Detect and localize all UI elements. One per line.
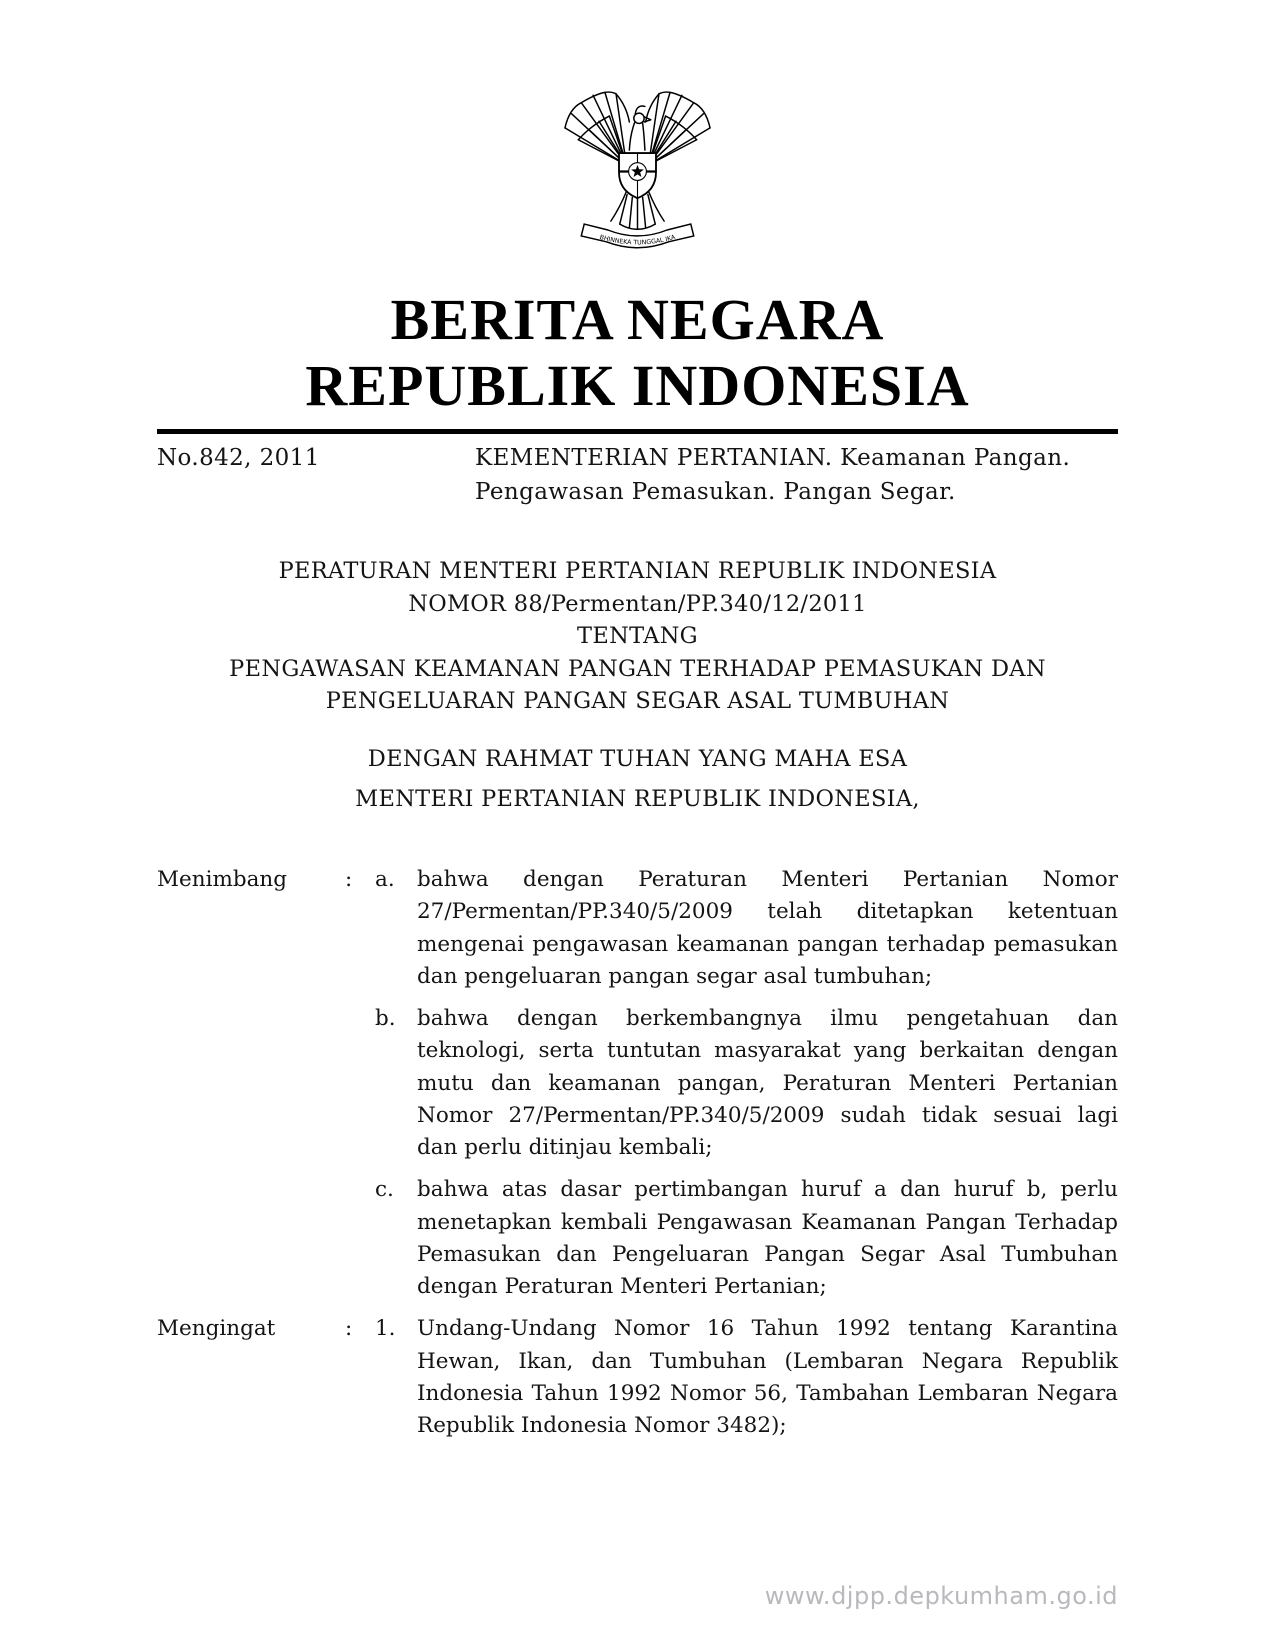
masthead-title [157, 287, 1118, 419]
item-marker: a. [375, 867, 395, 893]
gazette-header-row [157, 442, 1118, 509]
invocation-line: DENGAN RAHMAT TUHAN YANG MAHA ESA [367, 746, 908, 773]
masthead-line1: BERITA NEGARA [390, 287, 885, 352]
considering-item-c [157, 1174, 1118, 1303]
footer-watermark-url: www.djpp.depkumham.go.id [764, 1582, 1118, 1610]
regulation-number: NOMOR 88/Permentan/PP.340/12/2011 [408, 590, 867, 617]
gazette-subject-line2: Pengawasan Pemasukan. Pangan Segar. [475, 478, 956, 505]
considering-item-a [157, 864, 1118, 993]
item-marker: c. [375, 1177, 394, 1203]
regulation-subject-line1: PENGAWASAN KEAMANAN PANGAN TERHADAP PEMASUKAN DAN [229, 655, 1046, 682]
masthead-rule [157, 429, 1118, 434]
considering-item-b [157, 1003, 1118, 1164]
gazette-subject-line1: KEMENTERIAN PERTANIAN. Keamanan Pangan. [475, 445, 1071, 472]
gazette-subject [475, 442, 1118, 509]
legal-basis-colon: : [345, 1316, 353, 1342]
emblem-motto: BHINNEKA TUNGGAL IKA [598, 233, 677, 247]
item-marker: 1. [375, 1316, 396, 1342]
considering-colon: : [345, 867, 353, 893]
item-text: bahwa dengan berkembangnya ilmu pengetahuan dan teknologi, serta tuntutan masyarakat yang berkaitan dengan mutu dan keamanan pangan, Peraturan Menteri Pertanian Nomor 27/Permentan/PP.340/5/2009 sudah tidak sesuai lagi dan perlu ditinjau kembali; [417, 1006, 1118, 1161]
legal-basis-label: Mengingat [157, 1316, 276, 1342]
garuda-pancasila-emblem [556, 82, 719, 267]
regulation-title-line1: PERATURAN MENTERI PERTANIAN REPUBLIK INDONESIA [278, 557, 997, 584]
regulation-subject-line2: PENGELUARAN PANGAN SEGAR ASAL TUMBUHAN [325, 688, 950, 715]
clauses-section [157, 864, 1118, 1442]
item-text: bahwa atas dasar pertimbangan huruf a dan huruf b, perlu menetapkan kembali Pengawasan Keamanan Pangan Terhadap Pemasukan dan Pengeluaran Pangan Segar Asal Tumbuhan dengan Peraturan Menteri Pertanian; [417, 1177, 1118, 1300]
gazette-number: No.842, 2011 [157, 445, 320, 472]
considering-label: Menimbang [157, 867, 288, 893]
legal-basis-item-1 [157, 1313, 1118, 1442]
regulation-tentang: TENTANG [577, 623, 698, 650]
regulation-title [157, 555, 1118, 718]
authority-line: MENTERI PERTANIAN REPUBLIK INDONESIA, [355, 786, 920, 813]
item-text: Undang-Undang Nomor 16 Tahun 1992 tentang Karantina Hewan, Ikan, dan Tumbuhan (Lembaran Negara Republik Indonesia Tahun 1992 Nomor 56, Tambahan Lembaran Negara Republik Indonesia Nomor 3482); [417, 1316, 1118, 1439]
emblem-container [0, 0, 1275, 271]
item-text: bahwa dengan Peraturan Menteri Pertanian Nomor 27/Permentan/PP.340/5/2009 telah ditetapkan ketentuan mengenai pengawasan keamanan pangan terhadap pemasukan dan pengeluaran pangan segar asal tumbuhan; [417, 867, 1118, 989]
masthead-line2: REPUBLIK INDONESIA [305, 353, 970, 419]
item-marker: b. [375, 1006, 396, 1032]
